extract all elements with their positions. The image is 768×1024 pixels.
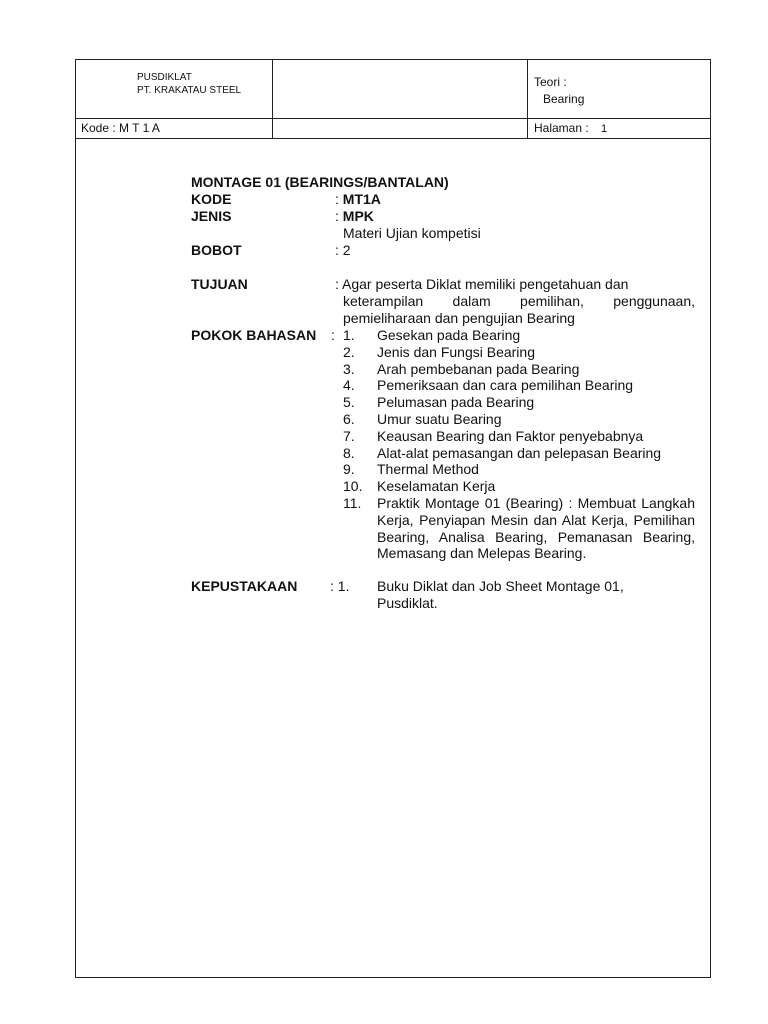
item-number: 4.	[343, 377, 355, 394]
item-text: Keselamatan Kerja	[377, 478, 496, 495]
kode-label: KODE	[191, 191, 232, 207]
kepustakaan-label: KEPUSTAKAAN	[191, 578, 298, 594]
org-name	[137, 71, 241, 97]
header-vline-left	[272, 59, 273, 139]
bobot-label: BOBOT	[191, 242, 242, 258]
kode-value: MT1A	[342, 191, 381, 207]
item-number: 8.	[343, 444, 355, 461]
jenis-label: JENIS	[191, 208, 232, 224]
item-number: 6.	[343, 411, 355, 427]
item-text: Pelumasan pada Bearing	[377, 394, 535, 411]
item-number: 11.	[343, 495, 362, 511]
header-divider-middle	[75, 118, 711, 119]
item-text: Umur suatu Bearing	[377, 411, 502, 427]
item-text: Keausan Bearing dan Faktor penyebabnya	[377, 427, 644, 444]
item-text: Pemeriksaan dan cara pemilihan Bearing	[377, 377, 634, 394]
tujuan-label: TUJUAN	[191, 276, 248, 292]
jenis-description: Materi Ujian kompetisi	[343, 225, 481, 241]
tujuan-line-1: : Agar peserta Diklat memiliki pengetahuan dan	[335, 276, 629, 292]
document-body	[191, 174, 701, 624]
title-text: MONTAGE 01 (BEARINGS/BANTALAN)	[191, 174, 449, 190]
item-number: 2.	[343, 343, 355, 360]
item-text: Gesekan pada Bearing	[377, 327, 521, 343]
teori-label: Teori :	[534, 75, 567, 89]
item-text: Arah pembebanan pada Bearing	[377, 360, 580, 377]
pokok-bahasan-label: POKOK BAHASAN	[191, 327, 317, 343]
item-number: 3.	[343, 360, 355, 377]
kode-value-group	[335, 191, 381, 208]
pokok-bahasan-colon: :	[331, 327, 335, 343]
item-number: 5.	[343, 394, 355, 411]
org-line-1: PUSDIKLAT	[137, 72, 192, 83]
org-line-2: PT. KRAKATAU STEEL	[137, 85, 242, 96]
item-text: Jenis dan Fungsi Bearing	[377, 343, 535, 360]
item-number: 7.	[343, 427, 355, 444]
jenis-colon: :	[335, 208, 339, 224]
tujuan-line-2: keterampilan dalam pemilihan, penggunaan,	[343, 293, 695, 309]
kode-colon: :	[335, 191, 339, 207]
header-divider-bottom	[75, 138, 711, 139]
kepustakaan-colon: : 1.	[330, 578, 350, 594]
jenis-value: MPK	[342, 208, 374, 224]
halaman-label: Halaman :	[534, 121, 589, 135]
bobot-value: : 2	[335, 242, 351, 258]
kepustakaan-item: Buku Diklat dan Job Sheet Montage 01, Pusdiklat.	[377, 578, 624, 611]
item-number: 1.	[343, 327, 355, 343]
header-vline-right	[527, 59, 528, 139]
halaman-value: 1	[601, 123, 608, 135]
item-text: Praktik Montage 01 (Bearing) : Membuat Langkah Kerja, Penyiapan Mesin dan Alat Kerja, Pemilihan Bearing, Analisa Bearing, Pemanasan Bearing, Memasang dan Melepas Bearing.	[377, 495, 695, 562]
teori-value: Bearing	[543, 92, 585, 106]
jenis-value-group	[335, 208, 374, 225]
item-text: Thermal Method	[377, 461, 479, 478]
tujuan-line-3: pemieliharaan dan pengujian Bearing	[343, 310, 575, 326]
item-number: 10.	[343, 478, 363, 495]
item-number: 9.	[343, 461, 355, 478]
item-text: Alat-alat pemasangan dan pelepasan Bearing	[377, 444, 662, 461]
kode-header: Kode : M T 1 A	[81, 121, 160, 135]
